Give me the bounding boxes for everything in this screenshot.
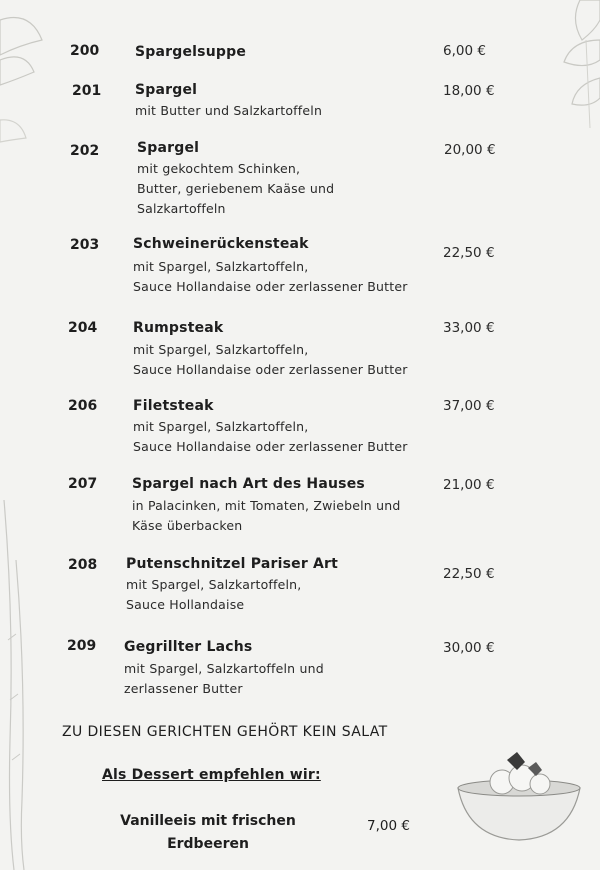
menu-item-name: Rumpsteak (133, 320, 224, 336)
menu-item-price: 33,00 € (443, 320, 495, 336)
asparagus-illustration-left-edge (0, 500, 40, 870)
menu-item-number: 204 (68, 320, 98, 336)
description-line: Sauce Hollandaise oder zerlassener Butter (133, 362, 408, 377)
menu-item-name: Schweinerückensteak (133, 236, 309, 252)
menu-item-number: 206 (68, 398, 98, 414)
asparagus-illustration-top-left (0, 0, 60, 150)
menu-item-number: 207 (68, 476, 98, 492)
menu-item-number: 200 (70, 43, 100, 59)
dessert-name-line: Vanilleeis mit frischen (120, 813, 296, 829)
description-line: mit Spargel, Salzkartoffeln, (126, 577, 302, 592)
description-line: Käse überbacken (132, 518, 243, 533)
menu-item-number: 203 (70, 237, 100, 253)
menu-item-number: 209 (67, 638, 97, 654)
menu-item-number: 202 (70, 143, 100, 159)
description-line: mit Spargel, Salzkartoffeln, (133, 342, 309, 357)
menu-item-number: 208 (68, 557, 98, 573)
menu-item-price: 6,00 € (443, 43, 486, 59)
menu-item-description (133, 340, 408, 380)
menu-item-price: 22,50 € (443, 245, 495, 261)
menu-item-number: 201 (72, 83, 102, 99)
menu-item-price: 18,00 € (443, 83, 495, 99)
menu-item-name: Spargel nach Art des Hauses (132, 476, 365, 492)
dessert-name (120, 810, 296, 856)
menu-item-description (135, 101, 322, 121)
menu-item-price: 37,00 € (443, 398, 495, 414)
description-line: Sauce Hollandaise oder zerlassener Butter (133, 439, 408, 454)
description-line: Sauce Hollandaise (126, 597, 245, 612)
asparagus-illustration-top-right (520, 0, 600, 130)
menu-item-description (133, 417, 408, 457)
menu-item-description (126, 575, 301, 615)
menu-item-name: Spargel (137, 140, 200, 156)
dessert-heading: Als Dessert empfehlen wir: (102, 767, 321, 783)
menu-item-description (133, 257, 408, 297)
menu-item-name: Spargelsuppe (135, 44, 247, 60)
dessert-price: 7,00 € (367, 818, 410, 834)
menu-item-name: Gegrillter Lachs (124, 639, 253, 655)
menu-item-name: Putenschnitzel Pariser Art (126, 556, 339, 572)
menu-item-description (124, 659, 324, 699)
description-line: mit gekochtem Schinken, (137, 161, 301, 176)
menu-item-price: 22,50 € (443, 566, 495, 582)
menu-item-description (132, 496, 400, 536)
description-line: in Palacinken, mit Tomaten, Zwiebeln und (132, 498, 401, 513)
menu-item-name: Filetsteak (133, 398, 214, 414)
description-line: Butter, geriebenem Kaäse und (137, 181, 335, 196)
dessert-name-line: Erdbeeren (167, 836, 249, 852)
dessert-bowl-image (452, 746, 586, 846)
description-line: mit Spargel, Salzkartoffeln, (133, 419, 309, 434)
menu-item-price: 21,00 € (443, 477, 495, 493)
menu-item-description (137, 159, 334, 219)
description-line: Sauce Hollandaise oder zerlassener Butter (133, 279, 408, 294)
description-line: mit Spargel, Salzkartoffeln und (124, 661, 324, 676)
description-line: mit Butter und Salzkartoffeln (135, 103, 323, 118)
description-line: mit Spargel, Salzkartoffeln, (133, 259, 309, 274)
menu-item-price: 20,00 € (444, 142, 496, 158)
description-line: Salzkartoffeln (137, 201, 226, 216)
menu-item-name: Spargel (135, 82, 198, 98)
no-salad-notice: ZU DIESEN GERICHTEN GEHÖRT KEIN SALAT (62, 724, 388, 740)
menu-item-price: 30,00 € (443, 640, 495, 656)
description-line: zerlassener Butter (124, 681, 243, 696)
